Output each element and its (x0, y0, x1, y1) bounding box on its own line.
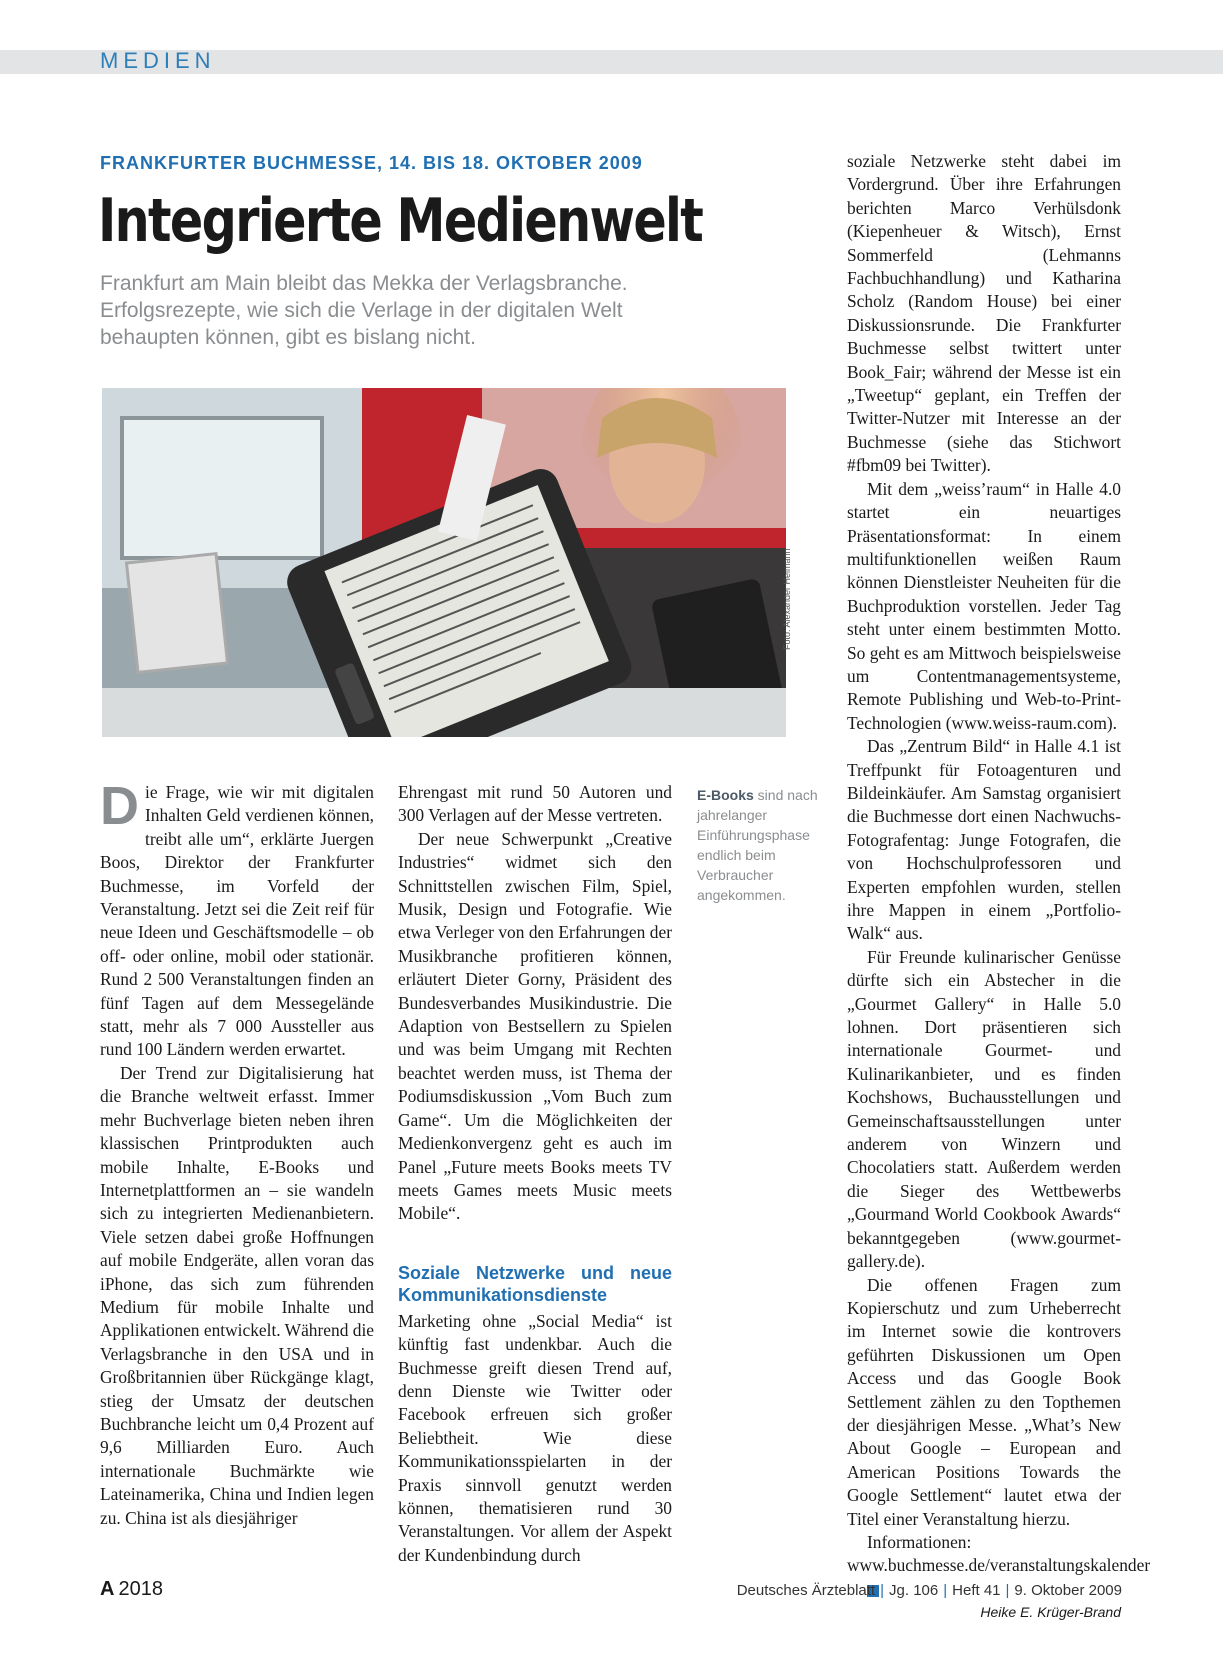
paragraph: Ehrengast mit rund 50 Autoren und 300 Verlagen auf der Messe vertreten. (398, 782, 672, 826)
paragraph: Das „Zentrum Bild“ in Halle 4.1 ist Treffpunkt für Fotoagenturen und Bildeinkäufer. Am Samstag organisiert die Buchmesse dort einen Nachwuchs-Fotografentag: Junge Fotografen, die von Hochschulprofessoren und Experten empfohlen wurden, stellen ihre Mappen in einem „Portfolio-Walk“ aus. (847, 736, 1121, 944)
headline: Integrierte Medienwelt (98, 186, 703, 256)
kicker: FRANKFURTER BUCHMESSE, 14. BIS 18. OKTOBER 2009 (100, 153, 643, 173)
page-number-value: 2018 (118, 1578, 163, 1600)
drop-cap: D (100, 776, 139, 836)
paragraph-text: ie Frage, wie wir mit digitalen Inhalten Geld verdienen können, treibt alle um“, erklärte Juergen Boos, Direktor der Frankfurter Buchmesse, im Vorfeld der Veranstaltung. Jetzt sei die Zeit reif für neue Ideen und Geschäftsmodelle – ob off- oder online, mobil oder stationär. Rund 2 500 Veranstaltungen finden an fünf Tagen auf dem Messegelände statt, mehr als 7 000 Aussteller aus rund 100 Ländern werden erwartet. (100, 782, 374, 1060)
lede: Frankfurt am Main bleibt das Mekka der Verlagsbranche. Erfolgsrezepte, wie sich die Verlage in der digitalen Welt behaupten können, gibt es bislang nicht. (100, 272, 628, 349)
section-label: MEDIEN (100, 48, 216, 73)
separator: | (943, 1582, 948, 1599)
paragraph: Mit dem „weiss’raum“ in Halle 4.0 startet ein neuartiges Präsentationsformat: In einem multifunktionellen weißen Raum können Dienstleister Neuheiten für die Buchproduktion vorstellen. Jeder Tag steht unter einem bestimmten Motto. So geht es am Mittwoch beispielsweise um Contentmanagementsysteme, Remote Publishing und Web-to-Print-Technologien (www.weiss-raum.com). (847, 478, 1121, 733)
publication-name: Deutsches Ärzteblatt (736, 1582, 876, 1599)
ebook-reader-photo (102, 388, 786, 737)
paragraph: Der Trend zur Digitalisierung hat die Branche weltweit erfasst. Immer mehr Buchverlage bieten neben ihren klassischen Printprodukten auch mobile Inhalte, E-Books und Internetplattformen an – sie wandeln sich zu integrierten Medienanbietern. Viele setzen dabei große Hoffnungen auf mobile Endgeräte, allen voran das iPhone, das sich zum führenden Medium für mobile Inhalte und Applikationen entwickelt. Während die Verlagsbranche in den USA und in Großbritannien über Rückgänge klagt, stieg der Umsatz der deutschen Buchbranche leicht um 0,4 Prozent auf 9,6 Milliarden Euro. Auch internationale Buchmärkte wie Lateinamerika, China und Indien legen zu. China ist als diesjähriger (100, 1062, 374, 1528)
article-photo (102, 388, 786, 737)
volume: Jg. 106 (889, 1582, 939, 1599)
paragraph: Der neue Schwerpunkt „Creative Industries“ widmet sich den Schnittstellen zwischen Film, Spiel, Musik, Design und Fotografie. Wie etwa Verleger von den Erfahrungen der Musikbranche profitieren können, erläutert Dieter Gorny, Präsident des Bundesverbandes Musikindustrie. Die Adaption von Bestsellern zu Spielen und was beim Umgang mit Rechten beachtet werden muss, ist Thema der Podiumsdiskussion „Vom Buch zum Game“. Um die Möglichkeiten der Medienkonvergenz geht es auch im Panel „Future meets Books meets TV meets Games meets Music meets Mobile“. (398, 828, 672, 1224)
paragraph: Marketing ohne „Social Media“ ist künftig fast undenkbar. Auch die Buchmesse greift diesen Trend auf, denn Dienste wie Twitter oder Facebook erfreuen sich großer Beliebtheit. Wie diese Kommunikationsspielarten in der Praxis sinnvoll genutzt werden können, thematisieren rund 30 Veranstaltungen. Vor allem der Aspekt der Kundenbindung durch (398, 1310, 672, 1565)
issue-date: 9. Oktober 2009 (1014, 1582, 1122, 1599)
info-link-text: Informationen: www.buchmesse.de/veranstaltungskalender (847, 1531, 1151, 1576)
column-3 (847, 150, 1151, 1623)
photo-credit: Foto: Alexander Heimann (782, 548, 792, 650)
column-1 (100, 776, 374, 1530)
caption-text: sind nach jahrelanger Einführungsphase endlich beim Verbraucher angekommen. (697, 787, 818, 903)
separator: | (880, 1582, 885, 1599)
caption-head: E-Books (697, 787, 754, 803)
column-2 (398, 781, 672, 1567)
subheading: Soziale Netzwerke und neue Kommunikationsdienste (398, 1262, 672, 1305)
page-prefix: A (100, 1578, 115, 1600)
separator: | (1005, 1582, 1010, 1599)
paragraph (100, 776, 374, 1062)
paragraph: Die offenen Fragen zum Kopierschutz und zum Urheberrecht im Internet sowie die kontrovers geführten Diskussionen um Open Access und das Google Book Settlement zählen zu den Topthemen der diesjährigen Messe. „What’s New About Google – European and American Positions Towards the Google Settlement“ lautet etwa der Titel einer Veranstaltung hierzu. (847, 1274, 1121, 1529)
paragraph: Für Freunde kulinarischer Genüsse dürfte sich ein Abstecher in die „Gourmet Gallery“ in Halle 5.0 lohnen. Dort präsentieren sich internationale Gourmet- und Kulinarikanbieter, und es finden Kochshows, Buchausstellungen und Gemeinschaftsausstellungen unter anderem von Winzern und Chocolatiers statt. Außerdem werden die Sieger des Wettbewerbs „Gourmand World Cookbook Awards“ bekanntgegeben (www.gourmet-gallery.de). (847, 946, 1121, 1272)
photo-caption (697, 785, 827, 905)
issue: Heft 41 (952, 1582, 1001, 1599)
author: Heike E. Krüger-Brand (980, 1604, 1121, 1621)
page-number (100, 1578, 163, 1601)
paragraph: soziale Netzwerke steht dabei im Vordergrund. Über ihre Erfahrungen berichten Marco Verhülsdonk (Kiepenheuer & Witsch), Ernst Sommerfeld (Lehmanns Fachbuchhandlung) und Katharina Scholz (Random House) bei einer Diskussionsrunde. Die Frankfurter Buchmesse selbst twittert unter Book_Fair; während der Messe ist ein „Tweetup“ geplant, ein Treffen der Twitter-Nutzer mit Interesse an der Buchmesse (siehe das Stichwort #fbm09 bei Twitter). (847, 151, 1121, 476)
publication-info (737, 1582, 1122, 1599)
